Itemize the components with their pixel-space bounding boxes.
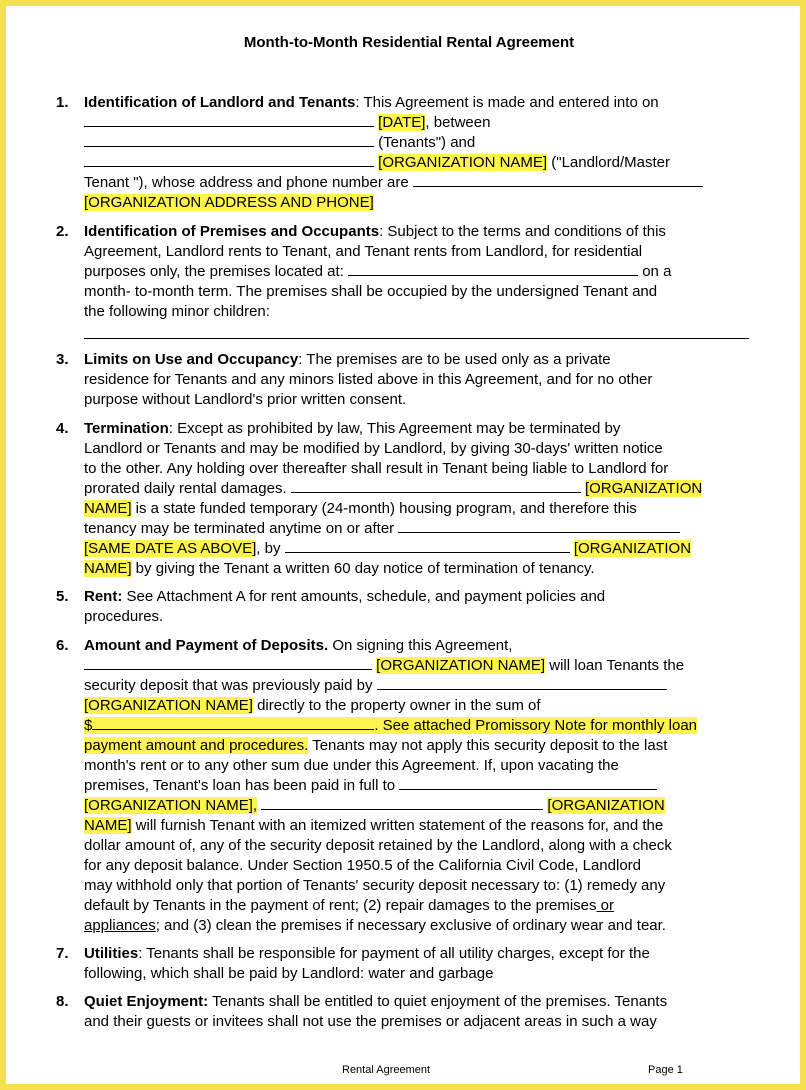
footer-page-number: Page 1 <box>648 1064 683 1076</box>
s8-text: and their guests or invitees shall not use the premises or adjacent areas in such a way <box>84 1013 657 1030</box>
s4-heading: Termination <box>84 420 169 437</box>
s6-line-2 <box>84 656 756 676</box>
s5-line-2 <box>84 607 756 627</box>
s7-text: : Tenants shall be responsible for payment of all utility charges, except for the <box>138 945 650 962</box>
organization-name-placeholder-cont: NAME] <box>84 560 132 577</box>
s6-text: premises, Tenant's loan has been paid in full to <box>84 777 396 794</box>
blank-field[interactable] <box>413 173 703 187</box>
s8-text: Tenants shall be entitled to quiet enjoyment of the premises. Tenants <box>208 993 668 1010</box>
s5-text: See Attachment A for rent amounts, schedule, and payment policies and <box>122 588 606 605</box>
s6-line-15 <box>84 916 756 936</box>
s5-heading: Rent: <box>84 588 123 605</box>
s6-text: month's rent or to any other sum due under this Agreement. If, upon vacating the <box>84 757 619 774</box>
s1-line-6 <box>84 193 756 213</box>
blank-field[interactable] <box>84 656 372 670</box>
s4-text: is a state funded temporary (24-month) housing program, and therefore this <box>131 500 637 517</box>
promissory-note-text-cont: payment amount and procedures. <box>84 737 309 754</box>
document-title: Month-to-Month Residential Rental Agreement <box>243 34 575 51</box>
s8-heading: Quiet Enjoyment: <box>84 993 209 1010</box>
dollar-sign: $ <box>84 717 93 734</box>
s6-line-10 <box>84 816 756 836</box>
s6-line-11 <box>84 836 756 856</box>
s3-text: residence for Tenants and any minors listed above in this Agreement, and for no other <box>84 371 653 388</box>
s3-line-3 <box>84 390 756 410</box>
organization-name-placeholder: [ORGANIZATION <box>573 540 692 557</box>
s6-text: On signing this Agreement, <box>328 637 513 654</box>
s7-line-1 <box>84 944 756 964</box>
s2-text: month- to-month term. The premises shall be occupied by the undersigned Tenant and <box>84 283 658 300</box>
s6-line-14 <box>84 896 756 916</box>
s6-text: security deposit that was previously paid by <box>84 677 373 694</box>
organization-name-placeholder-cont: NAME] <box>84 817 132 834</box>
s1-text: (Tenants") and <box>378 134 476 151</box>
blank-field[interactable] <box>84 113 374 127</box>
s6-text-underlined: or <box>596 897 615 914</box>
termination-date-blank[interactable] <box>398 519 680 533</box>
s4-text: , by <box>256 540 281 557</box>
s6-line-7 <box>84 756 756 776</box>
s3-heading: Limits on Use and Occupancy <box>84 351 299 368</box>
section-4-number: 4. <box>56 420 69 437</box>
organization-name-placeholder: [ORGANIZATION <box>547 797 665 814</box>
s3-line-1 <box>84 350 756 370</box>
s6-text: Tenants may not apply this security deposit to the last <box>308 737 668 754</box>
s3-line-2 <box>84 370 756 390</box>
s3-text: : The premises are to be used only as a private <box>298 351 611 368</box>
s6-line-8 <box>84 776 756 796</box>
organization-name-placeholder: [ORGANIZATION NAME] <box>378 154 548 171</box>
section-5-number: 5. <box>56 588 69 605</box>
organization-name-placeholder: [ORGANIZATION NAME] <box>376 657 546 674</box>
s6-text: will loan Tenants the <box>545 657 685 674</box>
s4-line-8 <box>84 559 756 579</box>
s1-line-4 <box>84 153 756 173</box>
minor-children-blank[interactable] <box>84 338 749 339</box>
s2-text: on a <box>642 263 672 280</box>
footer-title: Rental Agreement <box>342 1064 431 1076</box>
section-2-number: 2. <box>56 223 69 240</box>
section-6-number: 6. <box>56 637 69 654</box>
s4-line-5 <box>84 499 756 519</box>
blank-field[interactable] <box>291 479 581 493</box>
section-3-number: 3. <box>56 351 69 368</box>
organization-name-placeholder: [ORGANIZATION NAME], <box>84 797 258 814</box>
s1-line-3 <box>84 133 756 153</box>
blank-field[interactable] <box>399 776 657 790</box>
s2-text: purposes only, the premises located at: <box>84 263 344 280</box>
s6-text: default by Tenants in the payment of rent; (2) repair damages to the premises <box>84 897 597 914</box>
s6-line-1 <box>84 636 756 656</box>
s1-text: : This Agreement is made and entered into on <box>355 94 659 111</box>
s6-line-6 <box>84 736 756 756</box>
s2-line-1 <box>84 222 756 242</box>
deposit-amount-blank[interactable] <box>92 716 374 730</box>
s6-text: ; and (3) clean the premises if necessary exclusive of ordinary wear and tear. <box>155 917 666 934</box>
organization-address-placeholder: [ORGANIZATION ADDRESS AND PHONE] <box>84 194 374 211</box>
s6-line-13 <box>84 876 756 896</box>
s2-line-5 <box>84 302 756 322</box>
s6-line-3 <box>84 676 756 696</box>
s3-text: purpose without Landlord's prior written consent. <box>84 391 407 408</box>
s6-heading: Amount and Payment of Deposits. <box>84 637 329 654</box>
premises-address-blank[interactable] <box>348 262 638 276</box>
s7-text: following, which shall be paid by Landlord: water and garbage <box>84 965 494 982</box>
s8-line-2 <box>84 1012 756 1032</box>
promissory-note-text: . See attached Promissory Note for monthly loan <box>374 717 697 734</box>
s4-text: Landlord or Tenants and may be modified by Landlord, by giving 30-days' written notice <box>84 440 663 457</box>
s7-heading: Utilities <box>84 945 139 962</box>
s8-line-1 <box>84 992 756 1012</box>
section-8-number: 8. <box>56 993 69 1010</box>
blank-field[interactable] <box>84 153 374 167</box>
same-date-placeholder: [SAME DATE AS ABOVE] <box>84 540 257 557</box>
s2-heading: Identification of Premises and Occupants <box>84 223 380 240</box>
blank-field[interactable] <box>261 796 543 810</box>
s4-line-4 <box>84 479 756 499</box>
s1-text: Tenant "), whose address and phone number are <box>84 174 409 191</box>
s2-line-4 <box>84 282 756 302</box>
s4-line-6 <box>84 519 756 539</box>
s4-text: by giving the Tenant a written 60 day notice of termination of tenancy. <box>131 560 595 577</box>
s6-line-9 <box>84 796 756 816</box>
s6-text: directly to the property owner in the sum of <box>252 697 541 714</box>
blank-field[interactable] <box>84 133 374 147</box>
organization-name-placeholder: [ORGANIZATION <box>584 480 703 497</box>
s2-line-2 <box>84 242 756 262</box>
s1-text: ("Landlord/Master <box>547 154 670 171</box>
s6-line-5 <box>84 716 756 736</box>
s5-text: procedures. <box>84 608 164 625</box>
s1-heading: Identification of Landlord and Tenants <box>84 94 356 111</box>
section-7-number: 7. <box>56 945 69 962</box>
s4-text: prorated daily rental damages. <box>84 480 287 497</box>
s4-line-3 <box>84 459 756 479</box>
date-placeholder: [DATE] <box>378 114 426 131</box>
s1-line-2 <box>84 113 756 133</box>
s2-text: the following minor children: <box>84 303 270 320</box>
s6-text: dollar amount of, any of the security deposit retained by the Landlord, along with a check <box>84 837 672 854</box>
section-1-number: 1. <box>56 94 69 111</box>
s5-line-1 <box>84 587 756 607</box>
organization-name-placeholder-cont: NAME] <box>84 500 132 517</box>
s6-text-underlined: appliances <box>84 917 156 934</box>
blank-field[interactable] <box>377 676 667 690</box>
s4-text: : Except as prohibited by law, This Agreement may be terminated by <box>168 420 621 437</box>
s2-line-3 <box>84 262 756 282</box>
document-page <box>12 12 806 1090</box>
s4-text: tenancy may be terminated anytime on or after <box>84 520 395 537</box>
s2-text: Agreement, Landlord rents to Tenant, and Tenant rents from Landlord, for residential <box>84 243 643 260</box>
s1-line-5 <box>84 173 756 193</box>
s6-text: will furnish Tenant with an itemized written statement of the reasons for, and the <box>131 817 664 834</box>
s7-line-2 <box>84 964 756 984</box>
s4-line-7 <box>84 539 756 559</box>
s4-line-2 <box>84 439 756 459</box>
s1-text: , between <box>425 114 491 131</box>
s6-line-12 <box>84 856 756 876</box>
s6-line-4 <box>84 696 756 716</box>
s6-text: for any deposit balance. Under Section 1950.5 of the California Civil Code, Landlord <box>84 857 642 874</box>
s1-line-1 <box>84 93 756 113</box>
s4-text: to the other. Any holding over thereafter shall result in Tenant being liable to Landlord for <box>84 460 669 477</box>
blank-field[interactable] <box>285 539 570 553</box>
deposit-amount-field[interactable] <box>84 717 374 734</box>
s4-line-1 <box>84 419 756 439</box>
s2-text: : Subject to the terms and conditions of this <box>379 223 666 240</box>
organization-name-placeholder: [ORGANIZATION NAME] <box>84 697 253 714</box>
s6-text: may withhold only that portion of Tenants' security deposit necessary to: (1) remedy any <box>84 877 666 894</box>
